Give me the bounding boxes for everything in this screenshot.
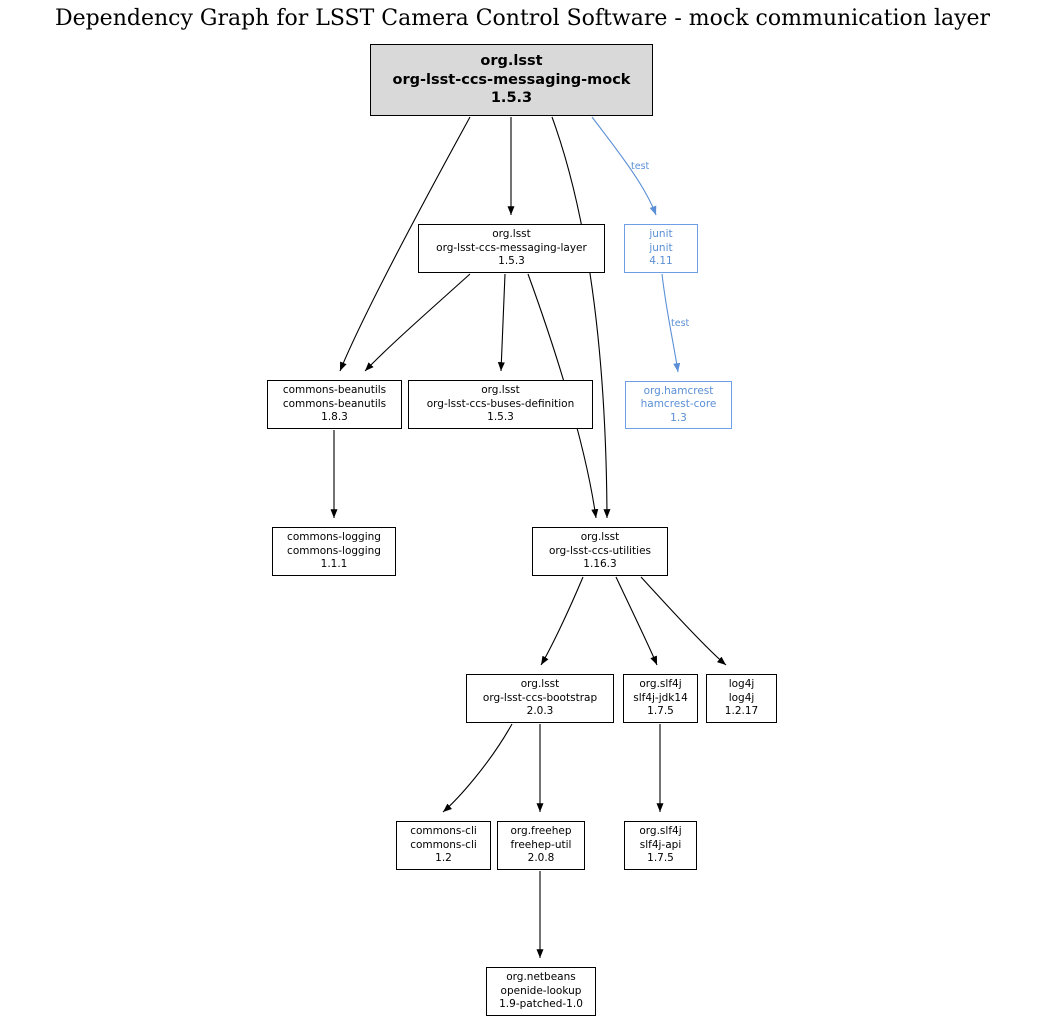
node-group: org.slf4j <box>639 825 682 838</box>
node-version: 1.5.3 <box>490 90 533 107</box>
node-version: 1.2 <box>435 852 452 865</box>
node-group: org.lsst <box>492 228 531 241</box>
node-commons-beanutils[interactable] <box>267 380 402 429</box>
edge-label-test-junit-hamcrest: test <box>671 318 690 329</box>
node-org-lsst-ccs-bootstrap[interactable] <box>466 674 614 723</box>
node-group: commons-logging <box>287 531 381 544</box>
node-openide-lookup[interactable] <box>486 967 596 1016</box>
node-group: org.hamcrest <box>643 384 714 397</box>
node-artifact: openide-lookup <box>500 984 582 997</box>
node-slf4j-api[interactable] <box>624 821 697 870</box>
node-junit[interactable] <box>624 224 698 273</box>
node-version: 1.7.5 <box>647 852 674 865</box>
node-version: 1.7.5 <box>647 705 674 718</box>
edge-ccs-utilities-to-slf4j-jdk14 <box>616 577 657 665</box>
node-group: org.lsst <box>580 531 620 544</box>
node-version: 4.11 <box>649 255 673 268</box>
node-log4j[interactable] <box>706 674 777 723</box>
edge-messaging-layer-to-commons-beanutils <box>365 274 470 371</box>
node-org-lsst-ccs-messaging-layer[interactable] <box>418 224 605 273</box>
node-version: 1.5.3 <box>487 411 514 424</box>
node-group: org.netbeans <box>506 971 576 984</box>
node-group: org.lsst <box>481 384 520 397</box>
node-artifact: org-lsst-ccs-bootstrap <box>482 691 598 704</box>
node-commons-logging[interactable] <box>272 527 396 576</box>
node-version: 2.0.3 <box>526 705 554 718</box>
edge-ccs-bootstrap-to-commons-cli <box>443 724 512 812</box>
page-title: Dependency Graph for LSST Camera Control Software - mock communication layer <box>54 6 991 31</box>
node-group: org.slf4j <box>639 678 682 691</box>
node-artifact: slf4j-api <box>639 838 682 851</box>
node-version: 1.16.3 <box>583 558 617 571</box>
edge-label-test-root-junit: test <box>631 161 650 172</box>
node-artifact: org-lsst-ccs-utilities <box>548 544 652 557</box>
node-artifact: org-lsst-ccs-messaging-layer <box>436 241 587 254</box>
node-freehep-util[interactable] <box>497 821 585 870</box>
node-org-lsst-ccs-messaging-mock[interactable] <box>370 44 653 116</box>
node-group: org.freehep <box>510 825 572 838</box>
node-artifact: slf4j-jdk14 <box>633 691 688 704</box>
node-version: 1.1.1 <box>320 558 348 571</box>
node-artifact: commons-logging <box>287 544 381 557</box>
node-group: log4j <box>728 678 755 691</box>
node-artifact: org-lsst-ccs-messaging-mock <box>392 71 631 88</box>
node-artifact: commons-beanutils <box>282 397 387 410</box>
node-version: 1.9-patched-1.0 <box>499 998 583 1011</box>
edge-messaging-layer-to-buses-definition <box>501 274 505 371</box>
node-artifact: org-lsst-ccs-buses-definition <box>426 397 575 410</box>
node-version: 1.5.3 <box>498 255 525 268</box>
node-group: org.lsst <box>480 52 543 69</box>
node-artifact: freehep-util <box>510 838 572 851</box>
node-artifact: log4j <box>728 691 755 704</box>
node-org-lsst-ccs-utilities[interactable] <box>532 527 668 576</box>
node-version: 1.3 <box>670 411 687 424</box>
node-group: junit <box>649 228 673 241</box>
node-commons-cli[interactable] <box>396 821 491 870</box>
node-artifact: hamcrest-core <box>640 398 717 411</box>
node-slf4j-jdk14[interactable] <box>623 674 698 723</box>
node-group: commons-beanutils <box>282 384 387 397</box>
edge-ccs-utilities-to-log4j <box>641 577 726 665</box>
edge-root-to-ccs-utilities <box>552 117 607 518</box>
node-group: org.lsst <box>520 678 560 691</box>
node-artifact: junit <box>649 241 673 254</box>
edge-ccs-utilities-to-ccs-bootstrap <box>541 577 583 665</box>
node-version: 1.2.17 <box>724 705 759 718</box>
node-version: 2.0.8 <box>527 852 555 865</box>
node-group: commons-cli <box>410 825 477 838</box>
node-version: 1.8.3 <box>321 411 348 424</box>
node-org-lsst-ccs-buses-definition[interactable] <box>408 380 593 429</box>
node-hamcrest-core[interactable] <box>625 381 732 429</box>
node-artifact: commons-cli <box>410 838 477 851</box>
